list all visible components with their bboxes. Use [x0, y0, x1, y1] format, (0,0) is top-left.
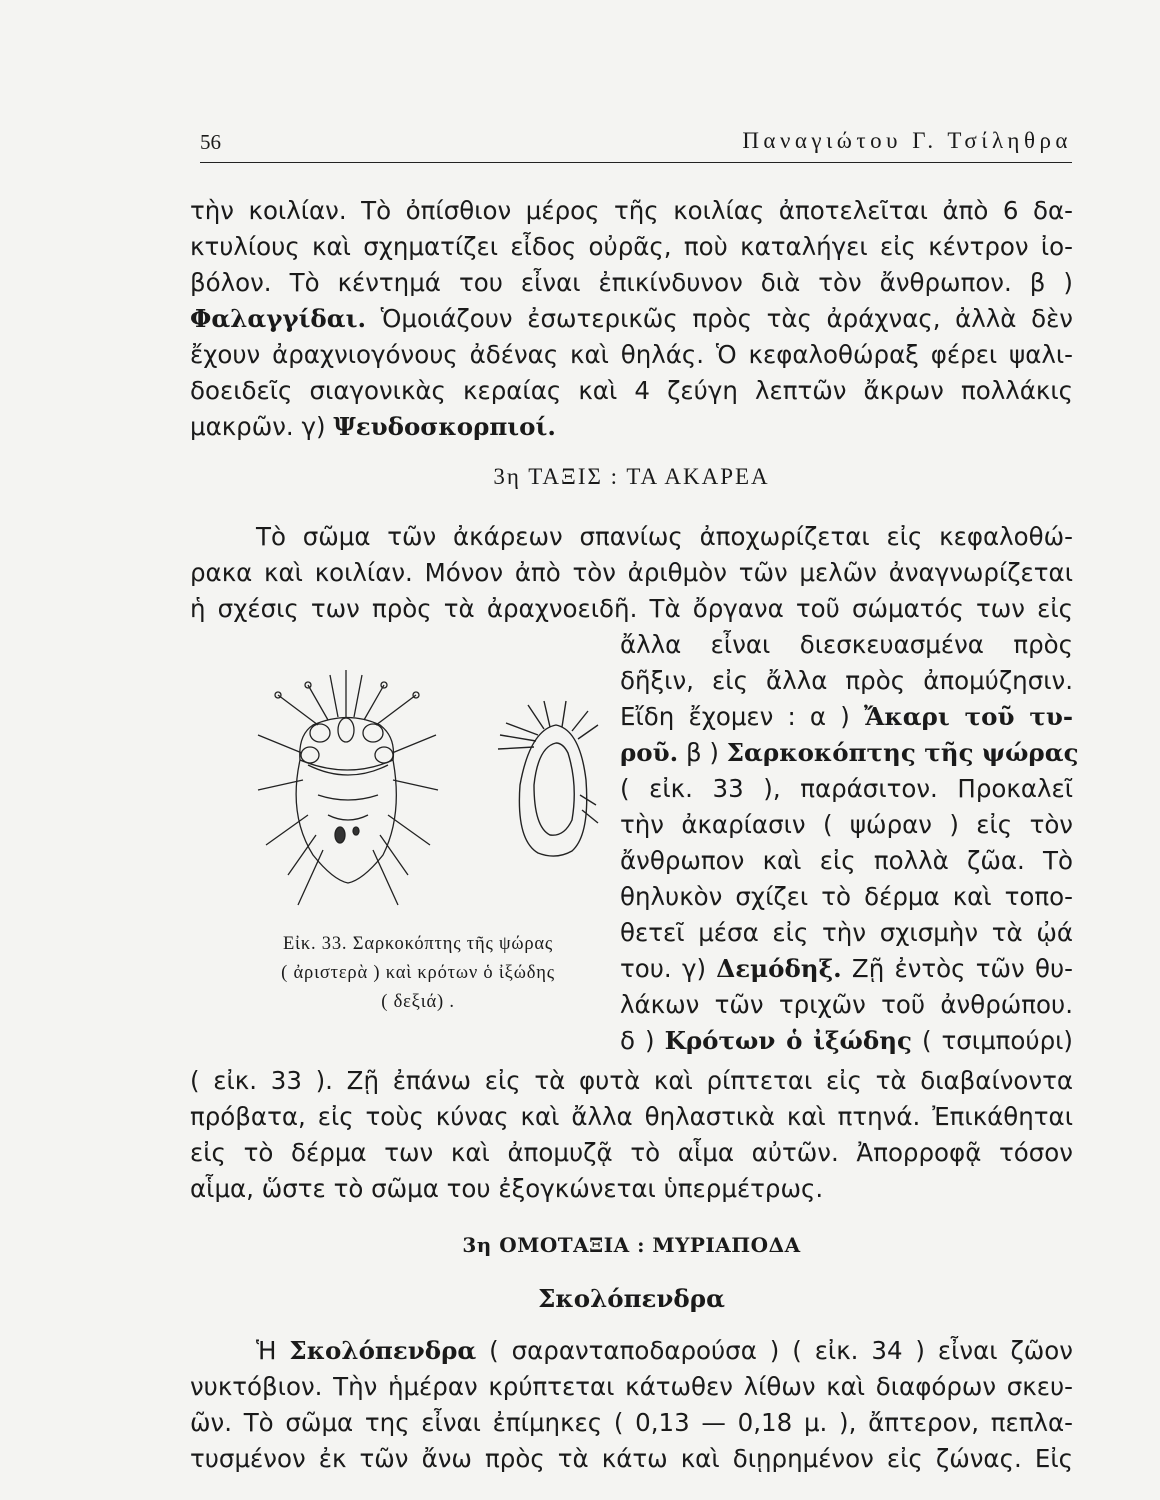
text-line: Τὸ σῶμα τῶν ἀκάρεων σπανίως ἀποχωρίζεται εἰς κεφαλοθώ- [256, 522, 1073, 551]
text-span: ( τσιμπούρι) [911, 1026, 1073, 1055]
text-line: δοειδεῖς σιαγονικὰς κεραίας καὶ 4 ζεύγη λεπτῶν ἄκρων πολλάκις [190, 376, 1073, 405]
column-line: ἄνθρωπον καὶ εἰς πολλὰ ζῶα. Τὸ [620, 846, 1073, 875]
column-line: θετεῖ μέσα εἰς τὴν σχισμὴν τὰ ᾠά [620, 918, 1073, 947]
figure-caption-line: ( ἀριστερὰ ) καὶ κρότων ὁ ἰξώδης [281, 963, 555, 983]
figure-caption-line: Εἰκ. 33. Σαρκοκόπτης τῆς ψώρας [282, 934, 554, 954]
column-line: λάκων τῶν τριχῶν τοῦ ἀνθρώπου. [620, 990, 1073, 1019]
text-line: πρόβατα, εἰς τοὺς κύνας καὶ ἄλλα θηλαστικὰ καὶ πτηνά. Ἐπικάθηται [190, 1102, 1073, 1131]
column-line: τὴν ἀκαρίασιν ( ψώραν ) εἰς τὸν [620, 810, 1073, 839]
figure-mites-illustration [238, 655, 618, 920]
text-span: του. γ) [620, 954, 717, 983]
term-sarcoptes: Σαρκοκόπτης τῆς ψώρας [726, 738, 1079, 767]
section-heading-myriapoda: 3η ΟΜΟΤΑΞΙΑ : ΜΥΡΙΑΠΟΔΑ [462, 1233, 801, 1257]
text-line: αἷμα, ὥστε τὸ σῶμα του ἐξογκώνεται ὑπερμέτρως. [190, 1174, 824, 1203]
ixodes-tick-drawing [498, 701, 598, 856]
text-line: εἰς τὸ δέρμα των καὶ ἀπομυζᾷ τὸ αἷμα αὐτῶν. Ἀπορροφᾷ τόσον [190, 1138, 1073, 1167]
text-line: ρακα καὶ κοιλίαν. Μόνον ἀπὸ τὸν ἀριθμὸν τῶν μελῶν ἀναγνωρίζεται [190, 558, 1073, 587]
text-line: ἔχουν ἀραχνιογόνους ἀδένας καὶ θηλάς. Ὁ κεφαλοθώραξ φέρει ψαλι- [190, 340, 1073, 369]
subheading-text: Σκολόπενδρα [538, 1284, 725, 1313]
text-span: ( σαρανταποδαρούσα ) ( εἰκ. 34 ) εἶναι ζῶον [476, 1336, 1073, 1365]
text-span: β ) [678, 738, 727, 767]
text-span: Ὁμοιάζουν ἐσωτερικῶς πρὸς τὰς ἀράχνας, ἀλλὰ δὲν [366, 304, 1073, 333]
column-line [620, 1026, 1073, 1056]
page-number: 56 [200, 130, 221, 154]
text-line: τὴν κοιλίαν. Τὸ ὀπίσθιον μέρος τῆς κοιλίας ἀποτελεῖται ἀπὸ 6 δα- [190, 196, 1073, 225]
term-demodex: Δεμόδηξ. [716, 954, 842, 983]
text-span: δ ) [620, 1026, 665, 1055]
text-span: Ζῇ ἐντὸς τῶν θυ- [841, 954, 1073, 983]
text-span: μακρῶν. γ) [190, 412, 334, 441]
running-head-author: Παναγιώτου Γ. Τσίληθρα [742, 128, 1072, 153]
text-span: Ἡ [256, 1336, 290, 1365]
text-line: ( εἰκ. 33 ). Ζῇ ἐπάνω εἰς τὰ φυτὰ καὶ ρίπτεται εἰς τὰ διαβαίνοντα [190, 1066, 1073, 1095]
text-line: βόλον. Τὸ κέντημά του εἶναι ἐπικίνδυνον διὰ τὸν ἄνθρωπον. β ) [190, 268, 1073, 297]
column-line: ἄλλα εἶναι διεσκευασμένα πρὸς [620, 630, 1073, 659]
term-scolopendra: Σκολόπενδρα [289, 1336, 477, 1365]
text-line: νυκτόβιον. Τὴν ἡμέραν κρύπτεται κάτωθεν λίθων καὶ διαφόρων σκευ- [190, 1372, 1073, 1401]
subheading-scolopendra [190, 1284, 1073, 1314]
column-line: θηλυκὸν σχίζει τὸ δέρμα καὶ τοπο- [620, 882, 1073, 911]
sarcoptes-mite-drawing [258, 670, 438, 905]
term-phalangidae: Φαλαγγίδαι. [190, 304, 367, 333]
text-line [190, 1336, 1073, 1366]
column-line [620, 702, 1073, 732]
text-span: Εἴδη ἔχομεν : α ) [620, 702, 864, 731]
term-akari: Ἄκαρι τοῦ τυ- [863, 702, 1073, 731]
term-pseudoscorpions: Ψευδοσκορπιοί. [333, 412, 556, 441]
text-line: ῶν. Τὸ σῶμα της εἶναι ἐπίμηκες ( 0,13 — 0,18 μ. ), ἄπτερον, πεπλα- [190, 1408, 1073, 1437]
figure-caption-line: ( δεξιά) . [381, 992, 455, 1012]
column-line: ( εἰκ. 33 ), παράσιτον. Προκαλεῖ [620, 774, 1073, 803]
text-line: τυσμένον ἐκ τῶν ἄνω πρὸς τὰ κάτω καὶ διῃρημένον εἰς ζώνας. Εἰς [190, 1444, 1073, 1473]
text-line [190, 304, 1073, 334]
text-line [190, 412, 1073, 442]
column-line [620, 738, 1079, 768]
section-heading-acarea: 3η ΤΑΞΙΣ : ΤΑ ΑΚΑΡΕΑ [493, 464, 770, 489]
text-line: κτυλίους καὶ σχηματίζει εἶδος οὐρᾶς, ποὺ καταλήγει εἰς κέντρον ἰο- [190, 232, 1073, 261]
term-akari-end: ροῦ. [620, 738, 679, 767]
page-header [200, 128, 1072, 163]
column-line: δῆξιν, εἰς ἄλλα πρὸς ἀπομύζησιν. [620, 666, 1073, 695]
column-line [620, 954, 1073, 984]
text-line: ἡ σχέσις των πρὸς τὰ ἀραχνοειδῆ. Τὰ ὄργανα τοῦ σώματός των εἰς [190, 594, 1073, 623]
term-ixodes: Κρότων ὁ ἰξώδης [664, 1026, 912, 1055]
